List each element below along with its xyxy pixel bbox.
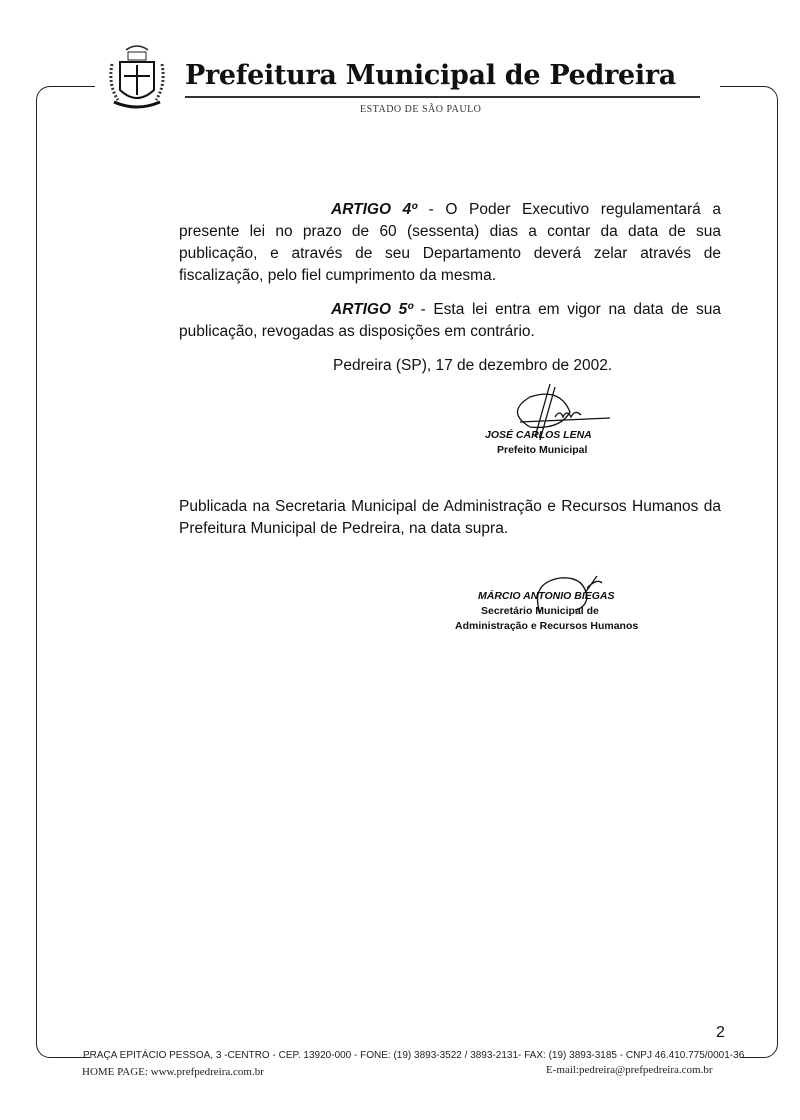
signatory-role: Prefeito Municipal [497,444,588,456]
signatory-name: JOSÉ CARLOS LENA [485,429,592,441]
article-4 [179,199,721,287]
article-4-label: ARTIGO 4º [331,201,417,218]
footer-email: E-mail:pedreira@prefpedreira.com.br [546,1064,713,1076]
article-5-text: - Esta lei entra em vigor na data de sua publicação, revogadas as disposições em contrário. [179,301,721,340]
footer-homepage: HOME PAGE: www.prefpedreira.com.br [82,1066,264,1078]
date-line: Pedreira (SP), 17 de dezembro de 2002. [333,357,613,374]
signatory-name: MÁRCIO ANTONIO BIEGAS [478,590,615,602]
page-number: 2 [716,1024,725,1041]
letterhead-rule [185,96,700,98]
article-5 [179,299,721,343]
article-5-label: ARTIGO 5º [331,301,413,318]
footer-address: PRAÇA EPITÁCIO PESSOA, 3 -CENTRO - CEP. 13920-000 - FONE: (19) 3893-3522 / 3893-2131- FAX: (19) 3893-3185 - CNPJ 46.410.775/0001-36 [83,1050,745,1061]
publication-text: Publicada na Secretaria Municipal de Administração e Recursos Humanos da Prefeitura Municipal de Pedreira, na data supra. [179,498,721,537]
letterhead-title: Prefeitura Municipal de Pedreira [185,60,676,91]
publication-note [179,496,721,540]
municipal-crest-logo [106,40,168,118]
signatory-role: Secretário Municipal de [481,605,599,617]
letterhead-subtitle: ESTADO DE SÃO PAULO [360,104,482,115]
signatory-role: Administração e Recursos Humanos [455,620,639,632]
article-4-text: - O Poder Executivo regulamentará a presente lei no prazo de 60 (sessenta) dias a contar da data de sua publicação, e através de seu Departamento deverá zelar através de fiscalização, pelo fiel cumprimento da mesma. [179,201,721,284]
